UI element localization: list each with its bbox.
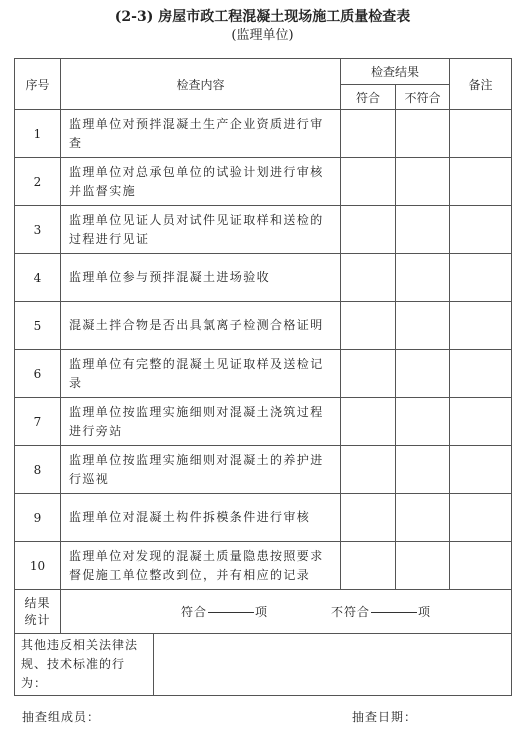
- row-number: 1: [15, 110, 61, 158]
- other-violations-label: 其他违反相关法律法规、技术标准的行为：: [21, 638, 139, 690]
- table-row: [15, 110, 512, 158]
- table-row: [15, 206, 512, 254]
- row-remark-cell[interactable]: [450, 350, 512, 398]
- row-conform-cell[interactable]: [341, 254, 396, 302]
- document-subtitle: (监理单位): [231, 28, 294, 43]
- row-conform-cell[interactable]: [341, 206, 396, 254]
- row-nonconform-cell[interactable]: [396, 494, 450, 542]
- row-content: 监理单位对总承包单位的试验计划进行审核并监督实施: [61, 158, 341, 206]
- stats-conform-label: 符合: [181, 605, 208, 619]
- stats-conform-blank[interactable]: [208, 612, 254, 613]
- row-content: 监理单位按监理实施细则对混凝土的养护进行巡视: [61, 446, 341, 494]
- table-row: [15, 542, 512, 590]
- stats-nonconform-label: 不符合: [330, 605, 370, 619]
- row-conform-cell[interactable]: [341, 350, 396, 398]
- table-row: [15, 302, 512, 350]
- row-conform-cell[interactable]: [341, 542, 396, 590]
- header-conform: 符合: [341, 85, 396, 110]
- row-nonconform-cell[interactable]: [396, 110, 450, 158]
- row-remark-cell[interactable]: [450, 494, 512, 542]
- footer-date: 抽查日期：: [352, 710, 418, 724]
- row-nonconform-cell[interactable]: [396, 206, 450, 254]
- row-nonconform-cell[interactable]: [396, 302, 450, 350]
- row-conform-cell[interactable]: [341, 110, 396, 158]
- stats-conform: [181, 603, 268, 620]
- table-row: [15, 158, 512, 206]
- row-remark-cell[interactable]: [450, 110, 512, 158]
- table-row: [15, 254, 512, 302]
- stats-label: [15, 590, 61, 634]
- row-content: 监理单位有完整的混凝土见证取样及送检记录: [61, 350, 341, 398]
- stats-nonconform-blank[interactable]: [371, 612, 417, 613]
- row-nonconform-cell[interactable]: [396, 158, 450, 206]
- row-conform-cell[interactable]: [341, 398, 396, 446]
- row-content: 混凝土拌合物是否出具氯离子检测合格证明: [61, 302, 341, 350]
- row-remark-cell[interactable]: [450, 542, 512, 590]
- row-remark-cell[interactable]: [450, 398, 512, 446]
- row-remark-cell[interactable]: [450, 206, 512, 254]
- row-remark-cell[interactable]: [450, 302, 512, 350]
- row-remark-cell[interactable]: [450, 446, 512, 494]
- other-violations-divider: [153, 634, 154, 695]
- row-nonconform-cell[interactable]: [396, 446, 450, 494]
- row-content: 监理单位按监理实施细则对混凝土浇筑过程进行旁站: [61, 398, 341, 446]
- stats-conform-unit: 项: [255, 605, 269, 619]
- row-content: 监理单位对发现的混凝土质量隐患按照要求督促施工单位整改到位，并有相应的记录: [61, 542, 341, 590]
- header-remark: 备注: [450, 59, 512, 110]
- row-conform-cell[interactable]: [341, 302, 396, 350]
- row-nonconform-cell[interactable]: [396, 350, 450, 398]
- row-conform-cell[interactable]: [341, 158, 396, 206]
- table-row: [15, 350, 512, 398]
- row-remark-cell[interactable]: [450, 254, 512, 302]
- row-nonconform-cell[interactable]: [396, 254, 450, 302]
- row-number: 5: [15, 302, 61, 350]
- stats-cell: [61, 590, 512, 634]
- header-nonconform: 不符合: [396, 85, 450, 110]
- row-number: 4: [15, 254, 61, 302]
- row-remark-cell[interactable]: [450, 158, 512, 206]
- row-number: 6: [15, 350, 61, 398]
- stats-nonconform: [331, 603, 431, 620]
- other-violations-value[interactable]: [341, 634, 512, 696]
- row-conform-cell[interactable]: [341, 446, 396, 494]
- row-number: 8: [15, 446, 61, 494]
- table-row: [15, 398, 512, 446]
- row-nonconform-cell[interactable]: [396, 398, 450, 446]
- other-violations-label-cell: [15, 634, 341, 696]
- row-content: 监理单位参与预拌混凝土进场验收: [61, 254, 341, 302]
- row-number: 9: [15, 494, 61, 542]
- row-content: 监理单位对预拌混凝土生产企业资质进行审查: [61, 110, 341, 158]
- header-content: 检查内容: [61, 59, 341, 110]
- stats-nonconform-unit: 项: [418, 605, 432, 619]
- document-title: (2-3) 房屋市政工程混凝土现场施工质量检查表: [114, 9, 411, 25]
- stats-label-text: 结果统计: [24, 595, 51, 627]
- row-number: 10: [15, 542, 61, 590]
- row-number: 2: [15, 158, 61, 206]
- footer-members: 抽查组成员：: [22, 710, 101, 724]
- table-row: [15, 494, 512, 542]
- row-conform-cell[interactable]: [341, 494, 396, 542]
- table-row: [15, 446, 512, 494]
- row-number: 3: [15, 206, 61, 254]
- header-seq: 序号: [15, 59, 61, 110]
- inspection-table: [14, 58, 512, 696]
- row-nonconform-cell[interactable]: [396, 542, 450, 590]
- header-result: 检查结果: [341, 59, 450, 85]
- row-content: 监理单位对混凝土构件拆模条件进行审核: [61, 494, 341, 542]
- row-content: 监理单位见证人员对试件见证取样和送检的过程进行见证: [61, 206, 341, 254]
- row-number: 7: [15, 398, 61, 446]
